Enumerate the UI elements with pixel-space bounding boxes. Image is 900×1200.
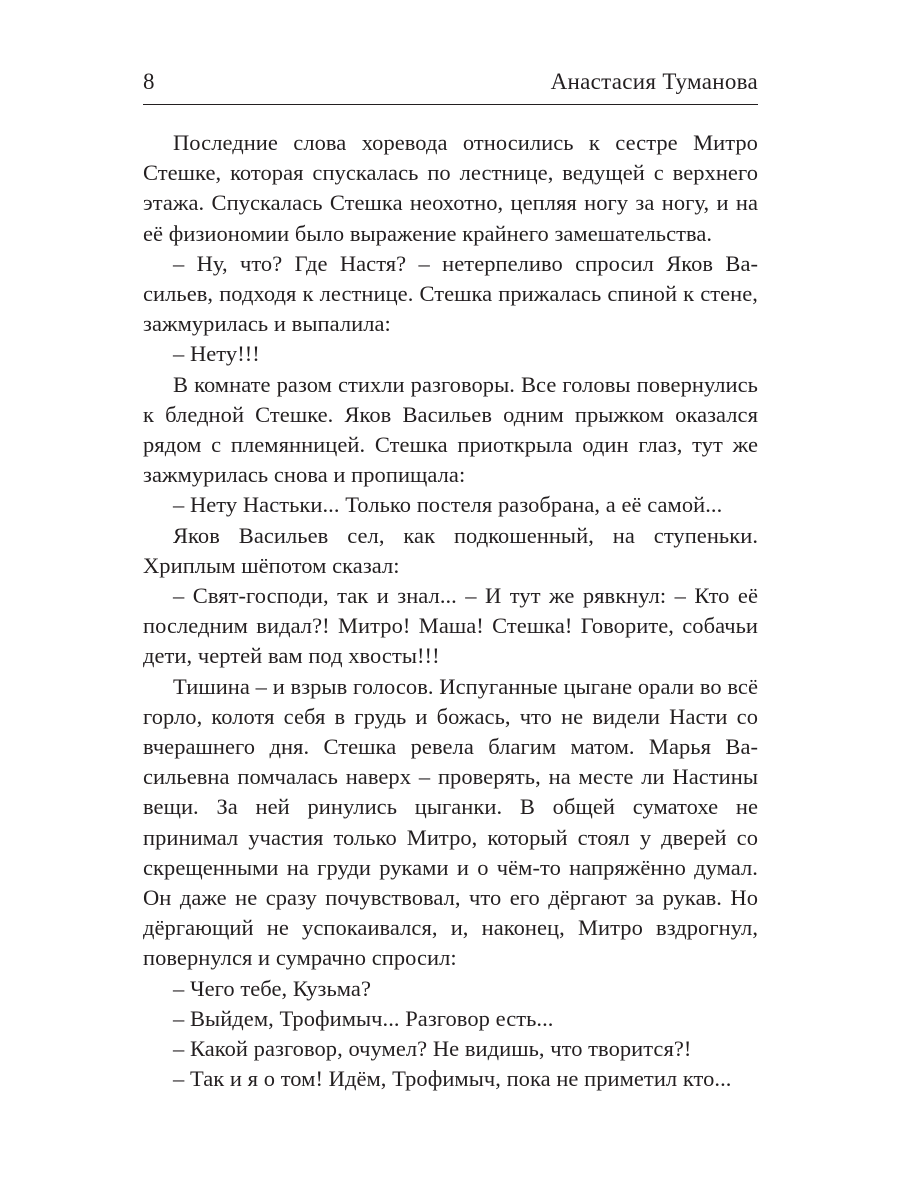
page-number: 8 bbox=[143, 69, 155, 94]
paragraph: – Выйдем, Трофимыч... Разговор есть... bbox=[173, 1005, 554, 1031]
paragraph: Яков Васильев сел, как подкошенный, на ступеньки. Хриплым шёпотом сказал: bbox=[143, 522, 758, 578]
paragraph: – Нету!!! bbox=[173, 341, 260, 367]
page-header bbox=[143, 66, 758, 98]
running-title: Анастасия Туманова bbox=[550, 69, 758, 94]
paragraph: В комнате разом стихли разговоры. Все головы повернулись к бледной Стешке. Яков Васильев одним прыжком оказался рядом с племянницей. Стешка приоткрыла один глаз, тут же зажмурилась снова и пропищала: bbox=[143, 371, 758, 488]
header-divider bbox=[143, 104, 758, 105]
body-text bbox=[143, 128, 758, 1095]
paragraph: Последние слова хоревода относились к сестре Митро Стешке, которая спускалась по лестнице, ведущей с верхнего этажа. Спускалась Стешка неохотно, цепляя ногу за ногу, и на её физиономии было выражение крайнего замешательства. bbox=[143, 130, 758, 246]
paragraph: Тишина – и взрыв голосов. Испуганные цыгане орали во всё горло, колотя себя в грудь и божась, что не видели Насти со вчерашнего дня. Стешка ревела благим матом. Марья Васильевна помчалась наверх – проверять, на месте ли Настины вещи. За ней ринулись цыганки. В общей суматохе не принимал участия только Митро, который стоял у дверей со скрещенными на груди руками и о чём-то напряжённо думал. Он даже не сразу почувствовал, что его дёргают за рукав. Но дёргающий не успокаивался, и, наконец, Митро вздрогнул, повернулся и сумрачно спросил: bbox=[143, 673, 758, 971]
paragraph: – Нету Настьки... Только постеля разобрана, а её самой... bbox=[173, 492, 723, 518]
paragraph: – Чего тебе, Кузьма? bbox=[173, 975, 372, 1001]
paragraph: – Так и я о том! Идём, Трофимыч, пока не приметил кто... bbox=[173, 1066, 732, 1092]
paragraph: – Ну, что? Где Настя? – нетерпеливо спросил Яков Васильев, подходя к лестнице. Стешка прижалась спиной к стене, зажмурилась и выпалила: bbox=[143, 250, 758, 337]
paragraph: – Какой разговор, очумел? Не видишь, что творится?! bbox=[173, 1036, 692, 1062]
paragraph: – Свят-господи, так и знал... – И тут же рявкнул: – Кто её последним видал?! Митро! Маша! Стешка! Говорите, собачьи дети, чертей вам под хвосты!!! bbox=[143, 583, 758, 669]
